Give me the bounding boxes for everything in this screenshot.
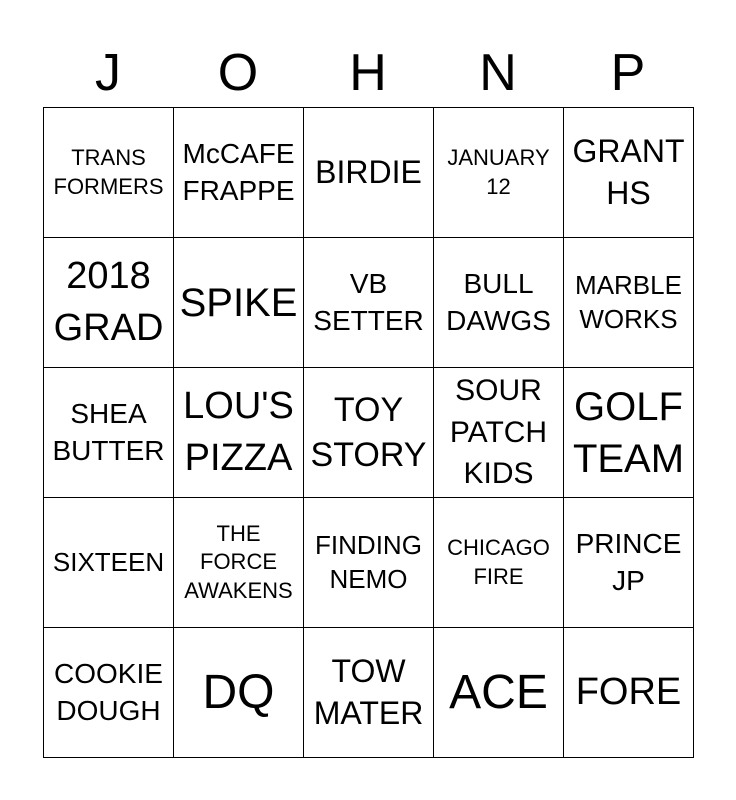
cell-label: SPIKE — [179, 280, 298, 325]
cell-label: McCAFE FRAPPE — [182, 138, 295, 206]
cell-label: GRANT HS — [572, 132, 685, 211]
bingo-cell[interactable] — [304, 108, 434, 238]
bingo-cell[interactable] — [44, 238, 174, 368]
header-letter-n: N — [479, 44, 517, 102]
header-letter-p: P — [610, 44, 646, 102]
bingo-header — [43, 40, 693, 106]
cell-label: SIXTEEN — [52, 546, 165, 577]
cell-label: 2018 GRAD — [53, 255, 164, 349]
bingo-cell[interactable] — [44, 368, 174, 498]
cell-label: THE FORCE AWAKENS — [184, 520, 293, 603]
cell-label: MARBLE WORKS — [575, 269, 682, 334]
bingo-cell[interactable] — [304, 628, 434, 758]
bingo-cell[interactable] — [434, 368, 564, 498]
bingo-cell[interactable] — [434, 238, 564, 368]
bingo-cell[interactable] — [564, 238, 694, 368]
header-letter-j: J — [95, 44, 121, 102]
bingo-cell[interactable] — [174, 498, 304, 628]
cell-label: FINDING NEMO — [315, 529, 422, 594]
bingo-cell[interactable] — [44, 628, 174, 758]
bingo-cell[interactable] — [44, 108, 174, 238]
cell-label: COOKIE DOUGH — [54, 658, 163, 726]
bingo-cell[interactable] — [304, 238, 434, 368]
bingo-cell[interactable] — [304, 498, 434, 628]
bingo-cell[interactable] — [564, 498, 694, 628]
bingo-cell[interactable] — [174, 108, 304, 238]
cell-label: ACE — [449, 665, 548, 719]
bingo-cell[interactable] — [564, 628, 694, 758]
cell-label: VB SETTER — [313, 268, 424, 336]
bingo-board — [43, 107, 694, 758]
bingo-cell[interactable] — [434, 498, 564, 628]
cell-label: LOU'S PIZZA — [183, 385, 294, 479]
bingo-cell[interactable] — [434, 108, 564, 238]
bingo-cell[interactable] — [174, 368, 304, 498]
cell-label: BIRDIE — [315, 153, 422, 190]
header-letter-h: H — [349, 44, 387, 102]
cell-label: BULL DAWGS — [446, 268, 551, 336]
cell-label: TOW MATER — [313, 652, 424, 731]
cell-label: SHEA BUTTER — [52, 398, 165, 466]
bingo-cell[interactable] — [174, 628, 304, 758]
cell-label: FORE — [575, 670, 682, 713]
cell-label: TOY STORY — [310, 391, 427, 474]
header-letter-o: O — [217, 44, 259, 102]
bingo-cell[interactable] — [304, 368, 434, 498]
cell-label: DQ — [202, 665, 275, 719]
bingo-cell[interactable] — [44, 498, 174, 628]
cell-label: JANUARY 12 — [447, 144, 550, 199]
bingo-cell[interactable] — [174, 238, 304, 368]
cell-label: GOLF TEAM — [572, 384, 685, 481]
bingo-cell[interactable] — [564, 108, 694, 238]
cell-label: CHICAGO FIRE — [447, 534, 550, 589]
bingo-cell[interactable] — [434, 628, 564, 758]
cell-label: SOUR PATCH KIDS — [449, 374, 548, 491]
cell-label: PRINCE JP — [575, 528, 682, 596]
bingo-cell[interactable] — [564, 368, 694, 498]
cell-label: TRANS FORMERS — [53, 144, 164, 199]
